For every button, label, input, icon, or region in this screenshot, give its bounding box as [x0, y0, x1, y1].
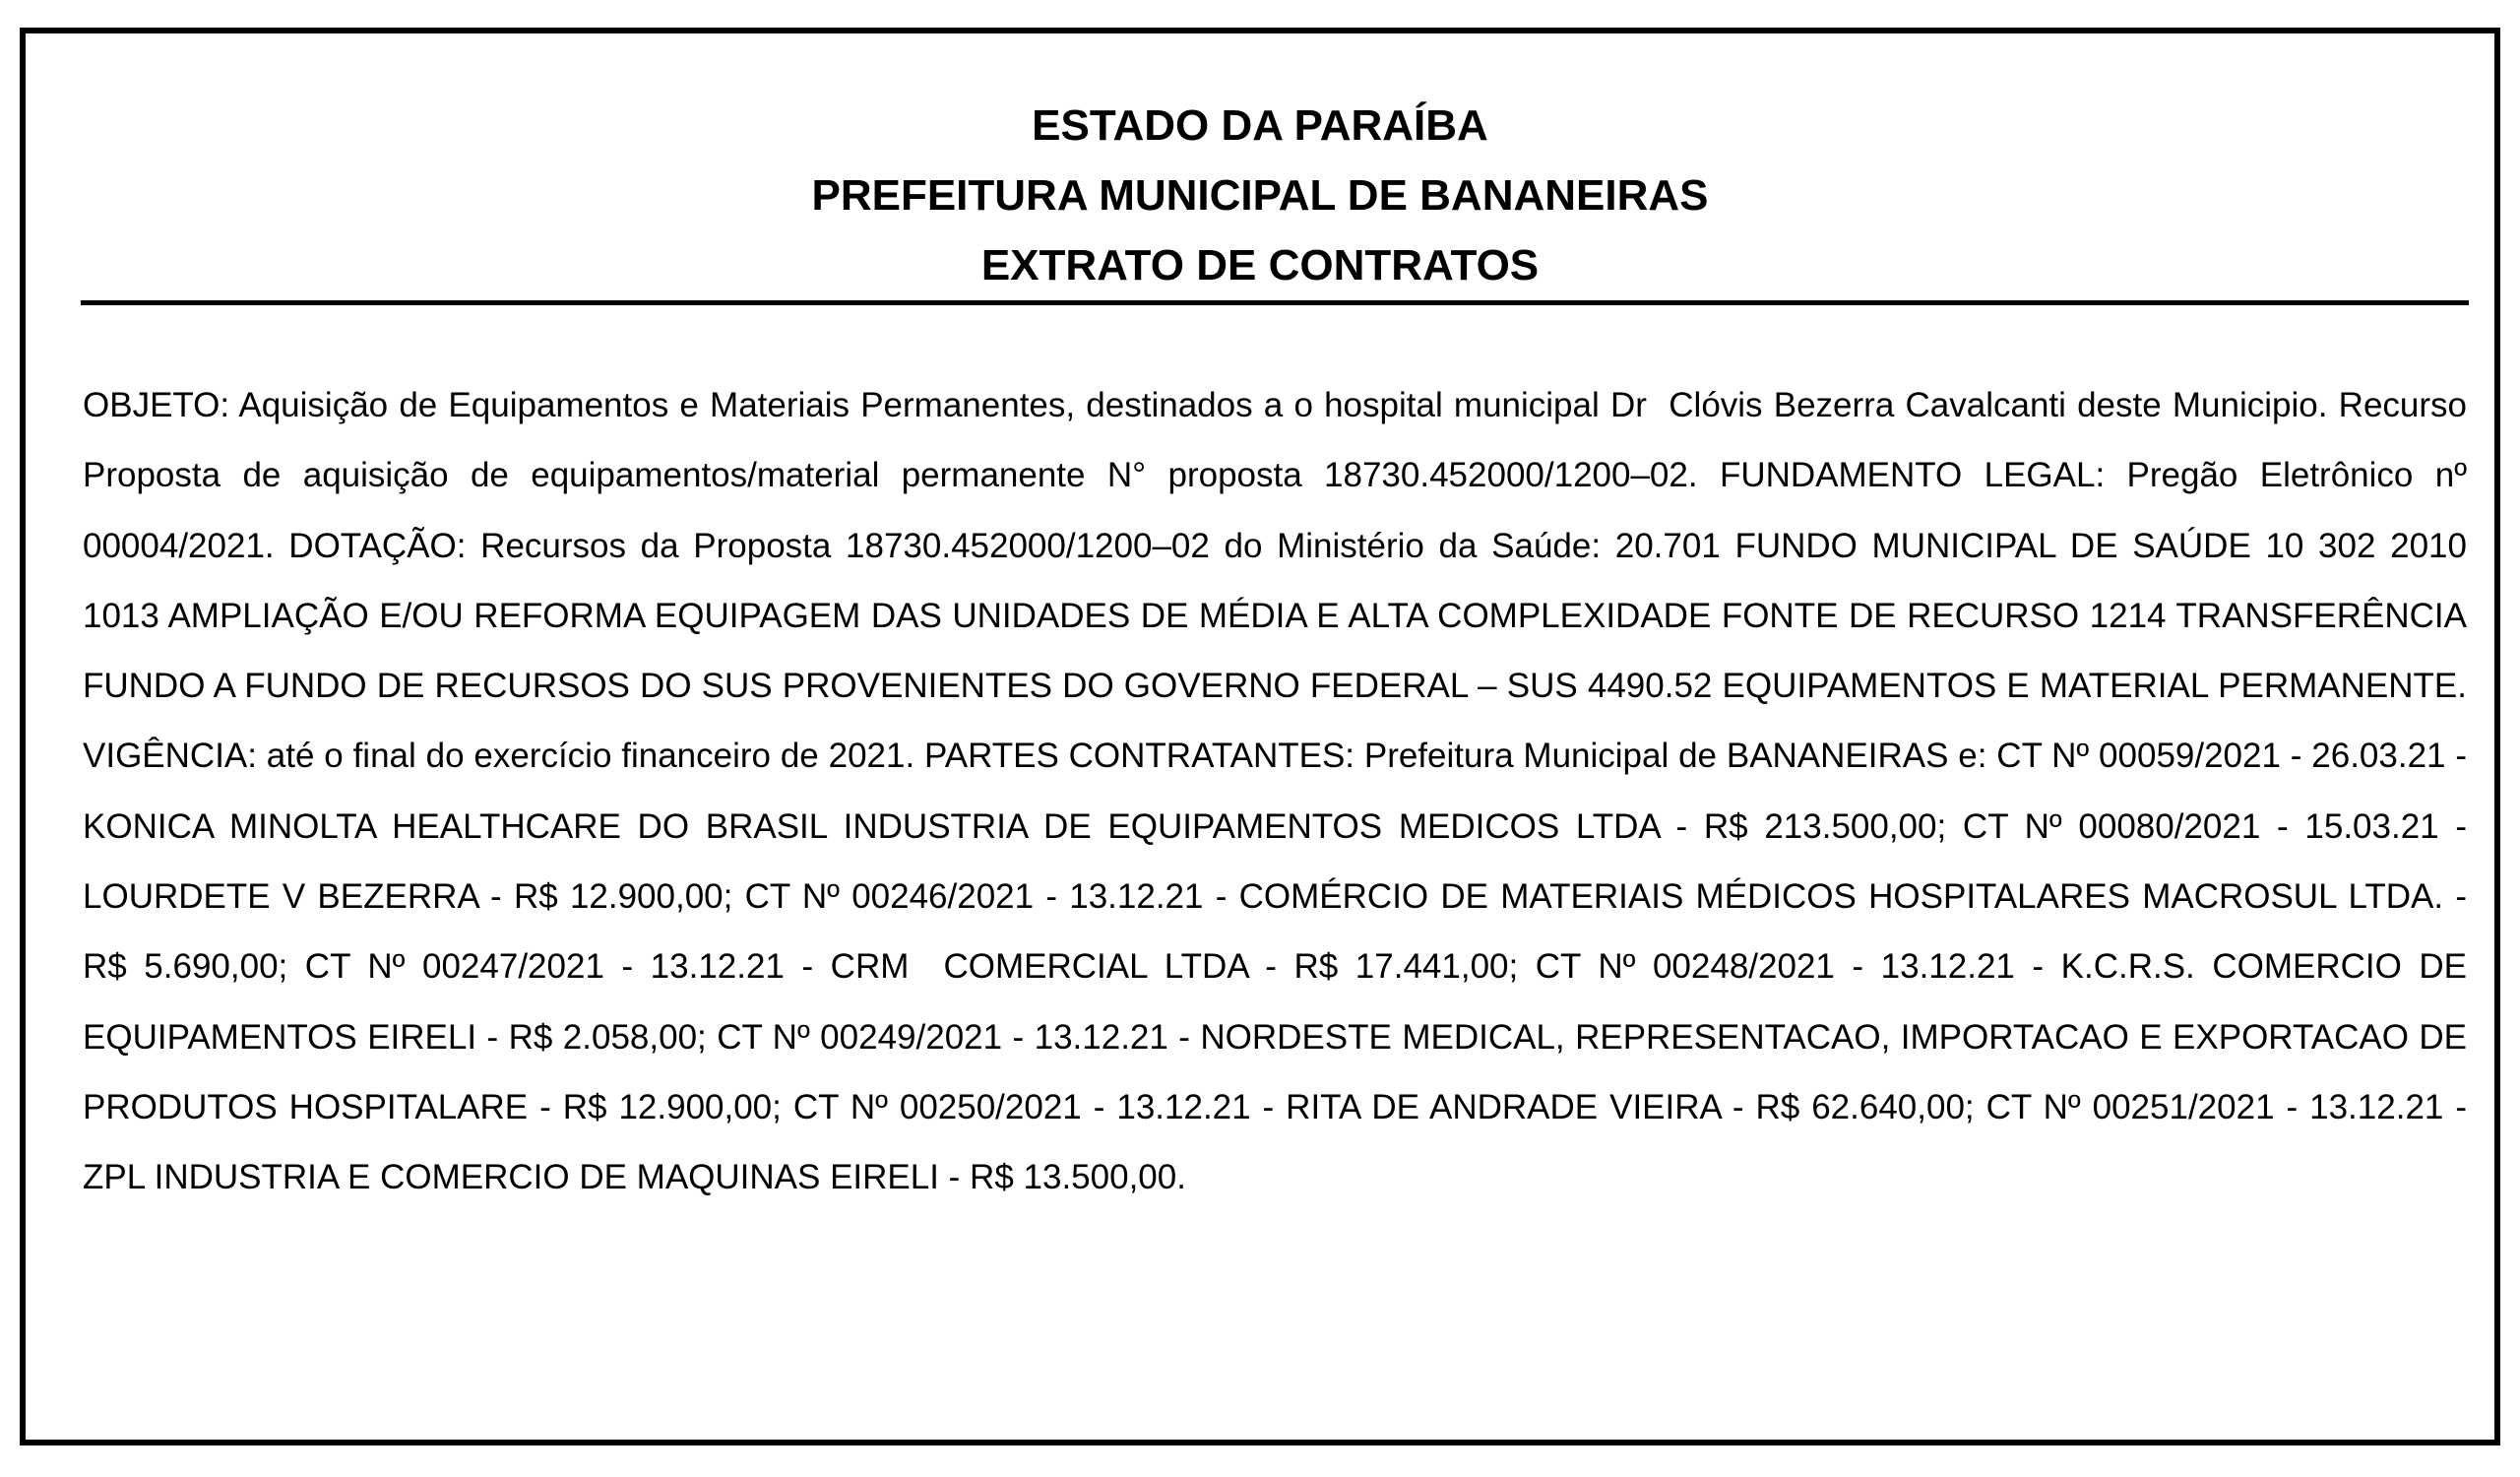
header-divider	[81, 300, 2469, 305]
contract-extract-text: OBJETO: Aquisição de Equipamentos e Materiais Permanentes, destinados a o hospital municipal Dr Clóvis Bezerra Cavalcanti deste Municipio. Recurso Proposta de aquisição de equipamentos/material permanente N° proposta 18730.452000/1200–02. FUNDAMENTO LEGAL: Pregão Eletrônico nº 00004/2021. DOTAÇÃO: Recursos da Proposta 18730.452000/1200–02 do Ministério da Saúde: 20.701 FUNDO MUNICIPAL DE SAÚDE 10 302 2010 1013 AMPLIAÇÃO E/OU REFORMA EQUIPAGEM DAS UNIDADES DE MÉDIA E ALTA COMPLEXIDADE FONTE DE RECURSO 1214 TRANSFERÊNCIA FUNDO A FUNDO DE RECURSOS DO SUS PROVENIENTES DO GOVERNO FEDERAL – SUS 4490.52 EQUIPAMENTOS E MATERIAL PERMANENTE. VIGÊNCIA: até o final do exercício financeiro de 2021. PARTES CONTRATANTES: Prefeitura Municipal de BANANEIRAS e: CT Nº 00059/2021 - 26.03.21 - KONICA MINOLTA HEALTHCARE DO BRASIL INDUSTRIA DE EQUIPAMENTOS MEDICOS LTDA - R$ 213.500,00; CT Nº 00080/2021 - 15.03.21 - LOURDETE V BEZERRA - R$ 12.900,00; CT Nº 00246/2021 - 13.12.21 - COMÉRCIO DE MATERIAIS MÉDICOS HOSPITALARES MACROSUL LTDA. - R$ 5.690,00; CT Nº 00247/2021 - 13.12.21 - CRM COMERCIAL LTDA - R$ 17.441,00; CT Nº 00248/2021 - 13.12.21 - K.C.R.S. COMERCIO DE EQUIPAMENTOS EIRELI - R$ 2.058,00; CT Nº 00249/2021 - 13.12.21 - NORDESTE MEDICAL, REPRESENTACAO, IMPORTACAO E EXPORTACAO DE PRODUTOS HOSPITALARE - R$ 12.900,00; CT Nº 00250/2021 - 13.12.21 - RITA DE ANDRADE VIEIRA - R$ 62.640,00; CT Nº 00251/2021 - 13.12.21 - ZPL INDUSTRIA E COMERCIO DE MAQUINAS EIRELI - R$ 13.500,00.	[83, 386, 2477, 1197]
document-header	[26, 91, 2494, 300]
header-prefecture: PREFEITURA MUNICIPAL DE BANANEIRAS	[811, 171, 1709, 220]
document-frame	[20, 28, 2500, 1445]
header-state: ESTADO DA PARAÍBA	[1032, 101, 1488, 150]
header-title: EXTRATO DE CONTRATOS	[980, 241, 1540, 289]
